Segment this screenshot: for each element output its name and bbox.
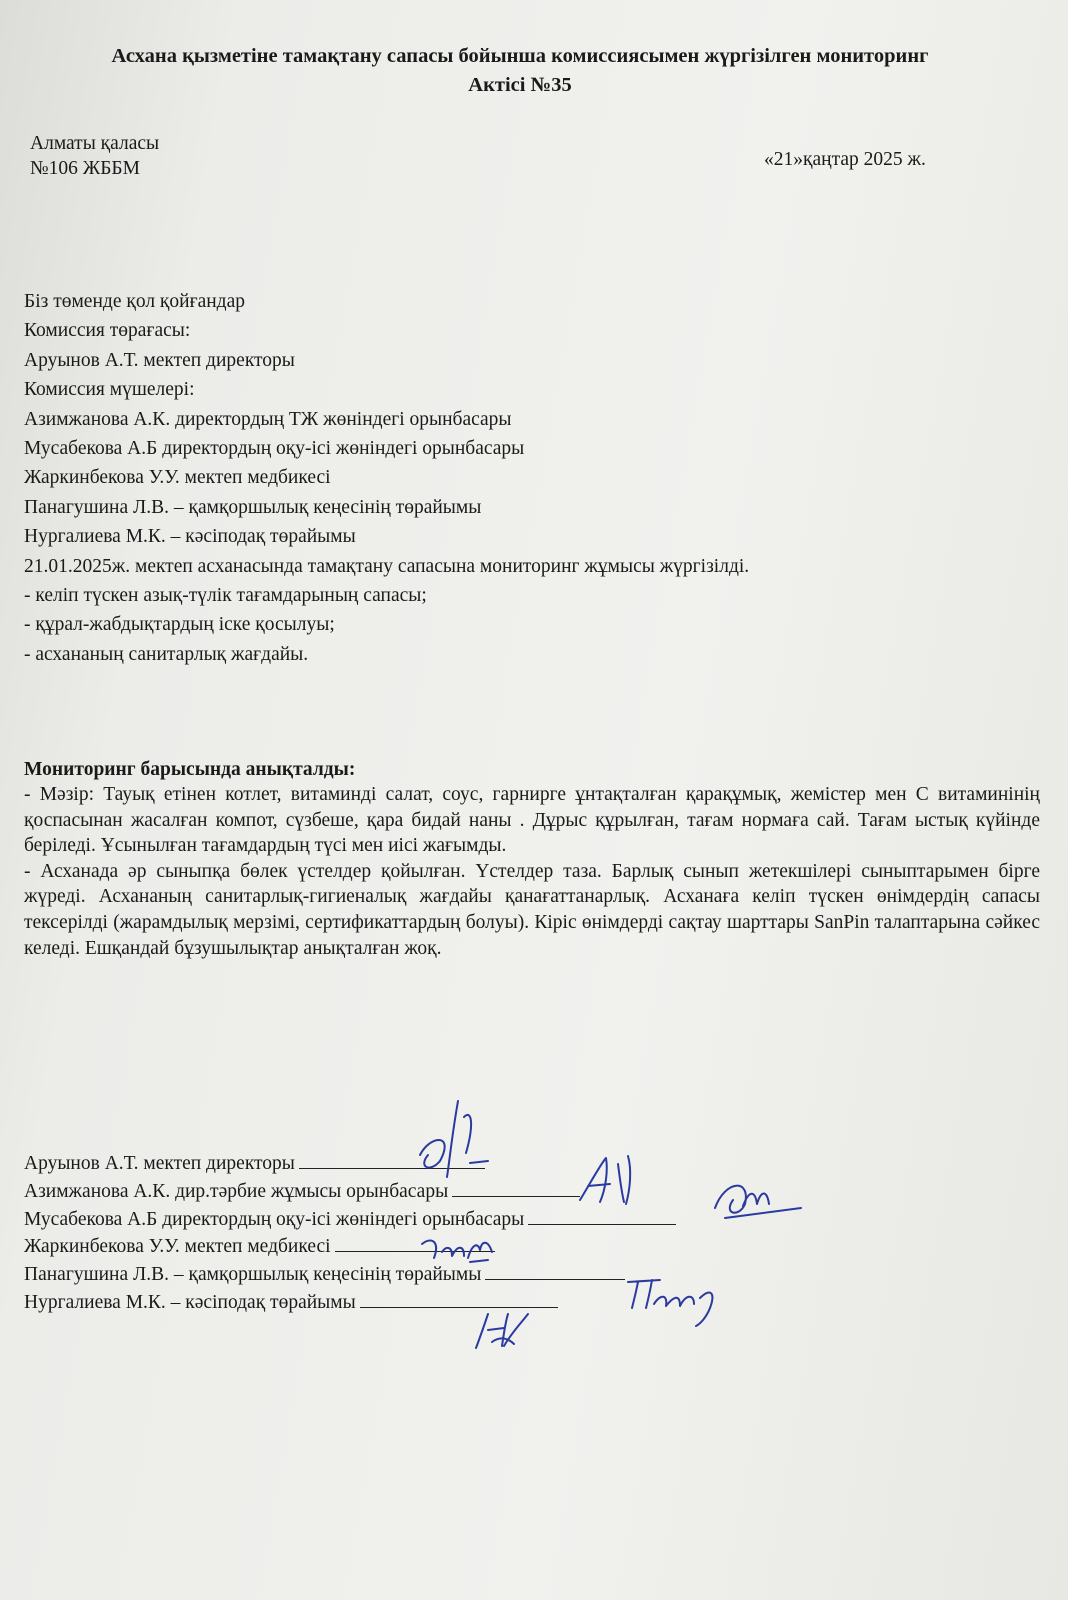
signature-row	[24, 1206, 1024, 1234]
intro-line: Панагушина Л.В. – қамқоршылық кеңесінің төрайымы	[24, 496, 482, 518]
signature-line	[452, 1195, 580, 1197]
intro-line: - келіп түскен азық-түлік тағамдарының сапасы;	[24, 585, 427, 607]
title-line-2: Актісі №35	[468, 74, 572, 96]
findings-body	[24, 782, 1040, 961]
intro-line: Біз төменде қол қойғандар	[24, 291, 245, 312]
findings-heading: Мониторинг барысында анықталды:	[24, 759, 356, 780]
intro-line: Аруынов А.Т. мектеп директоры	[24, 349, 295, 371]
findings-paragraph: - Мәзір: Тауық етінен котлет, витаминді салат, соус, гарнирге ұнтақталған қарақұмық, жемістер мен С витаминінің қоспасынан жасалған компот, сүзбеше, қара бидай наны . Дұрыс құрылған, тағам нормаға сай. Тағам ыстық күйінде беріледі. Ұсынылған тағамдардың түсі мен иісі жағымды.	[24, 784, 1040, 857]
document-date: «21»қаңтар 2025 ж.	[764, 149, 926, 170]
signature-row	[24, 1150, 1024, 1178]
school-label: №106 ЖББМ	[30, 158, 140, 179]
intro-line: Нургалиева М.К. – кәсіподақ төрайымы	[24, 526, 356, 548]
intro-line: Комиссия мүшелері:	[24, 379, 195, 401]
signature-line	[335, 1250, 495, 1252]
intro-line: 21.01.2025ж. мектеп асханасында тамақтану сапасына мониторинг жұмысы жүргізілді.	[24, 555, 750, 577]
document-title	[40, 42, 1000, 100]
signature-line	[528, 1223, 676, 1225]
intro-line: - құрал-жабдықтардың іске қосылуы;	[24, 614, 335, 636]
city-label: Алматы қаласы	[30, 133, 160, 154]
signature-line	[299, 1167, 485, 1169]
signer-label: Панагушина Л.В. – қамқоршылық кеңесінің төрайымы	[24, 1264, 482, 1286]
commission-list	[24, 287, 1024, 669]
title-line-1: Асхана қызметіне тамақтану сапасы бойынша комиссиясымен жүргізілген мониторинг	[111, 45, 929, 67]
intro-line: Мусабекова А.Б директордың оқу-ісі жөніндегі орынбасары	[24, 438, 525, 460]
intro-line: Жаркинбекова У.У. мектеп медбикесі	[24, 467, 331, 489]
signer-label: Жаркинбекова У.У. мектеп медбикесі	[24, 1236, 331, 1258]
intro-line: Азимжанова А.К. директордың ТЖ жөніндегі орынбасары	[24, 408, 512, 430]
signature-line	[360, 1306, 558, 1308]
signature-row	[24, 1289, 1024, 1317]
intro-line: Комиссия төрағасы:	[24, 320, 191, 342]
signature-row	[24, 1178, 1024, 1206]
signer-label: Нургалиева М.К. – кәсіподақ төрайымы	[24, 1291, 356, 1313]
signature-line	[485, 1278, 625, 1280]
findings-paragraph: - Асханада әр сыныпқа бөлек үстелдер қойылған. Үстелдер таза. Барлық сынып жетекшілері сыныптарымен бірге жүреді. Асхананың санитарлық-гигиеналық жағдайы қанағаттанарлық. Асханаға келіп түскен өнімдердің сапасы тексерілді (жарамдылық мерзімі, сертификаттардың болуы). Кіріс өнімдерді сақтау шарттары SanPin талаптарына сәйкес келеді. Ешқандай бұзушылықтар анықталған жоқ.	[24, 860, 1040, 959]
signer-label: Мусабекова А.Б директордың оқу-ісі жөніндегі орынбасары	[24, 1208, 525, 1230]
signer-label: Аруынов А.Т. мектеп директоры	[24, 1153, 295, 1174]
signer-label: Азимжанова А.К. дир.тәрбие жұмысы орынбасары	[24, 1180, 449, 1202]
signature-row	[24, 1261, 1024, 1289]
intro-line: - асхананың санитарлық жағдайы.	[24, 643, 309, 665]
signature-block	[24, 1150, 1024, 1317]
signature-row	[24, 1233, 1024, 1261]
